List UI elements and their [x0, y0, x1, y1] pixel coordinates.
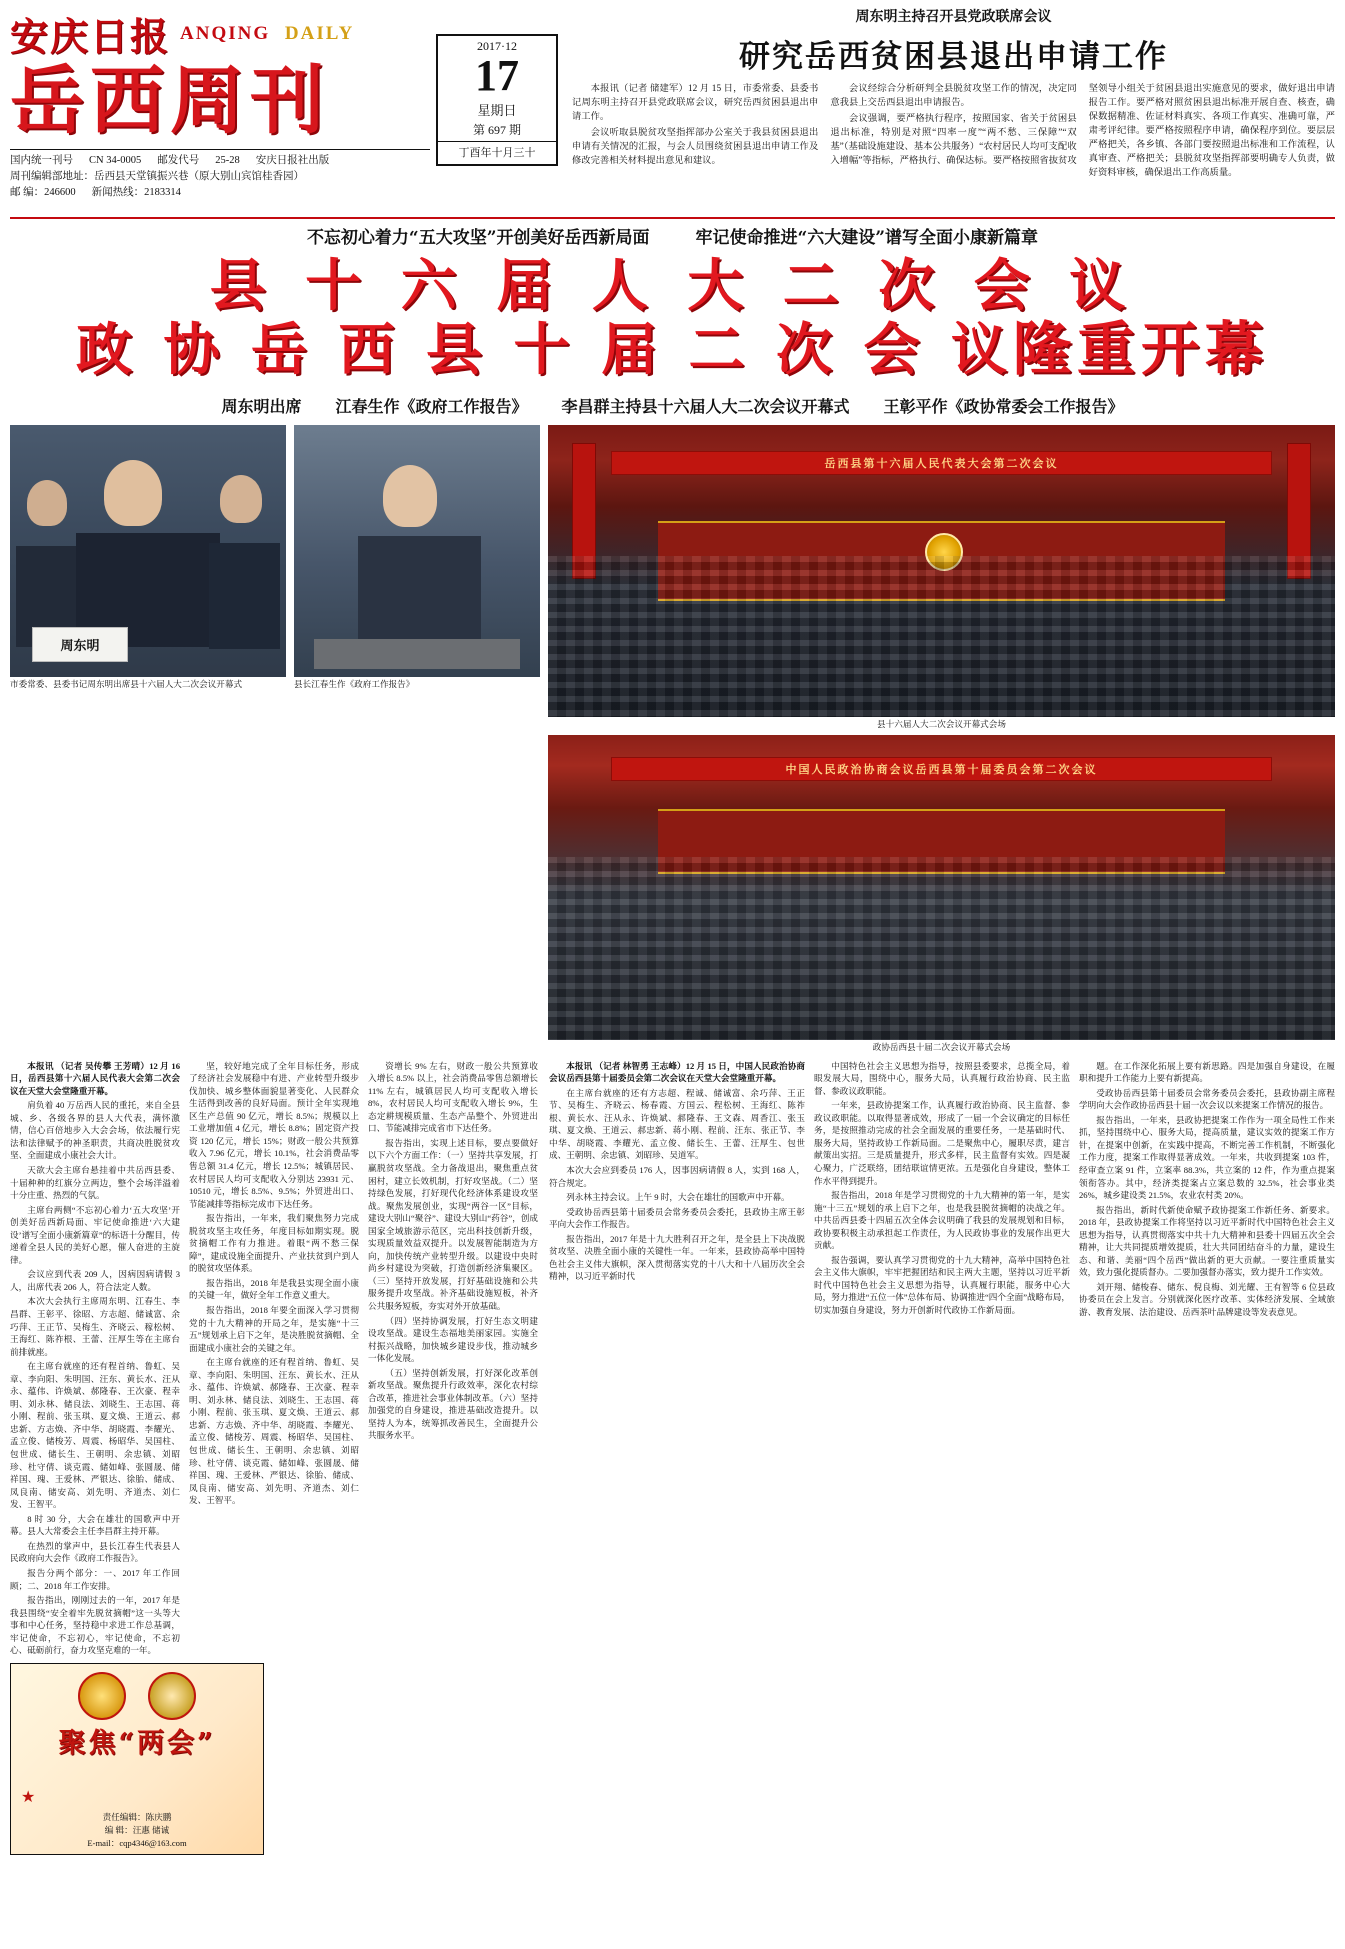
zip: 邮 编：246600: [10, 187, 76, 199]
paragraph: 刘开翔、储梭春、储东、倪良梅、刘光耀、王有智等 6 位县政协委员在会上发言。分别就深化医疗改革、实体经济发展、全域旅游、教育发展、法治建设、岳西茶叶品牌建设等发表意见。: [1079, 1281, 1335, 1318]
paragraph: 本次大会执行主席周东明、江春生、李昌群、王彰平、徐昭、方志超、储诚富、余巧萍、王正节、吴梅生、齐晓云、稼松树、王海红、陈祚根、王蕾、汪厚生等在主席台前排就座。: [10, 1296, 180, 1357]
subhead-1: 江春生作《政府工作报告》: [335, 397, 528, 416]
top-article-body: [572, 83, 1335, 181]
paragraph: 报告指出，2017 年是十九大胜利召开之年，是全县上下决战脱贫攻坚、决胜全面小康的关键性一年。一年来，县政协高举中国特色社会主义伟大旗帜，深入贯彻落实党的十八大和十八届历次全会精神，以习近平新时代: [549, 1233, 805, 1282]
cn-code: CN 34-0005: [89, 154, 142, 166]
paragraph: 列永林主持会议。上午 9 时，大会在雄壮的国歌声中开幕。: [566, 1192, 790, 1203]
paragraph: 主席台两侧“不忘初心着力‘五大攻坚’开创美好岳西新局面、牢记使命推进‘六大建设’谱写全面小康新篇章”的标语十分醒目，传递着全县人民的美好心愿，催人奋进的主旋律。: [10, 1204, 180, 1265]
paragraph: 资增长 9% 左右，财政一般公共预算收入增长 8.5% 以上，社会消费品零售总额增长 11% 左右，城镇居民人均可支配收入增长 8%，农村居民人均可支配收入增长 9%，生态定耕规模质量、生态产品整个、外贸进出口、节能减排完成省市下达任务。: [368, 1060, 538, 1134]
top-article-kicker: 周东明主持召开县党政联席会议: [855, 10, 1052, 25]
paper-name-en: [180, 23, 354, 45]
editor-line: 责任编辑：陈庆鹏: [102, 1812, 172, 1823]
name-plate: 周东明: [32, 627, 128, 662]
paragraph: 报告指出，刚刚过去的一年，2017 年是我县围绕“安全着牢先脱贫摘帽”这一头等大事和中心任务，坚持稳中求进工作总基调，牢记使命，不忘初心，牢记使命，不忘初心、砥砺前行，奋力攻坚克难的一年。: [10, 1595, 180, 1656]
right-text-columns: [549, 1060, 1335, 1855]
photo-jiangchunsheng: [294, 425, 540, 1053]
paragraph: 报告分两个部分：一、2017 年工作回顾；二、2018 年工作安排。: [10, 1567, 180, 1591]
left-photo-group: [10, 425, 540, 1053]
paragraph: 报告指出，实现上述目标，要点要做好以下六个方面工作：（一）坚持共享发展，打赢脱贫攻坚战。全力备战退出，聚焦重点贫困村，建立长效机制，打好攻坚战。（二）坚持绿色发展，打好现代化经济体系建设攻坚战。聚焦发展创业，实现“两谷一区”目标，建设大别山“聚谷”、建设大别山“药谷”，创成国家全域旅游示范区，完出科技创新升级，实现质量效益双提升。以发展智能制造为方向，加快传统产业转型升级。以建设中央时尚乡村建设为突破，打造创新经济集聚区。（三）坚持开放发展，打好基础设施和公共服务提升攻坚战。补齐基础设施短板，补齐公共服务短板，夯实对外开放基础。: [368, 1137, 538, 1312]
headline-line-1: 县 十 六 届 人 大 二 次 会 议: [209, 253, 1136, 319]
cppcc-emblem-icon: [148, 1672, 196, 1720]
issue-number: 第 697 期: [472, 123, 521, 137]
paragraph: 会议经综合分析研判全县脱贫攻坚工作的情况，决定同意我县上交岳西县退出申请报告。: [830, 84, 1077, 108]
byline: 本报讯 （记者 林智勇 王志峰）12 月 15 日，中国人民政治协商会议岳西县第十届委员会第二次会议在天堂大会堂隆重开幕。: [549, 1060, 805, 1084]
paragraph: 在主席台就座的还有程首纳、鲁虹、吴章、李向阳、朱明国、汪东、黄长水、汪从永、蕴伟、许焕斌、郝隆春、王次豪、程幸明、刘永林、储良法、刘晓生、王志国、蒋小刚、程前、张玉琪、夏文焕、王道云、郝忠新、方志焕、齐中华、胡晓霞、李耀光、孟立俊、储梭芳、周震、杨昭华、吴国柱、包世成、储长生、王朝明、余忠镇、刘昭珍、杜守倩、谈克霞、储如峰、张圆晟、储祥国、瑰、王爱林、严银达、徐胎、储成、凤良南、储安高、刘先明、齐道杰、刘仁发、王智平。: [189, 1357, 359, 1506]
publisher: 安庆日报社出版: [255, 154, 330, 166]
postal-label: 邮发代号: [157, 154, 200, 166]
star-icon: ★: [21, 1789, 36, 1807]
photo-caption: 县长江春生作《政府工作报告》: [294, 679, 415, 689]
cn-code-label: 国内统一刊号: [10, 154, 73, 166]
masthead-meta: [10, 149, 430, 202]
left-text-columns: [10, 1060, 540, 1855]
masthead: [10, 6, 1335, 211]
paper-name-en-1: ANQING: [180, 22, 271, 44]
subhead-2: 李昌群主持县十六届人大二次会议开幕式: [561, 397, 850, 416]
text-column-1: [10, 1060, 216, 1855]
photo-caption: 市委常委、县委书记周东明出席县十六届人大二次会议开幕式: [10, 679, 243, 689]
paragraph: 天欲大会主席台悬挂着中共岳西县委、十届种种的红旗分立两边，整个会场洋溢着十分庄重、热烈的气氛。: [10, 1165, 180, 1201]
paragraph: 本次大会应到委员 176 人，因事因病请假 8 人，实到 168 人，符合规定。: [549, 1165, 805, 1188]
headline-line-2: 政 协 岳 西 县 十 届 二 次 会 议: [76, 316, 1013, 383]
photo-image: [548, 735, 1335, 1040]
paragraph: 报告指出，2018 年是学习贯彻党的十九大精神的第一年，是实施“十三五”规划的承上启下之年，也是我县脱贫摘帽的决战之年。中共岳西县委十四届五次全体会议明确了我县的发展规划和目标，政协要积极主动承担起工作责任，为人民政协事业的发展作出更大贡献。: [814, 1190, 1070, 1251]
slogan-left: 不忘初心着力“五大攻坚”开创美好岳西新局面: [306, 228, 650, 248]
subhead-0: 周东明出席: [221, 397, 302, 416]
text-column-4: [549, 1060, 805, 1855]
date-box: [436, 34, 558, 166]
top-right-article: [572, 6, 1335, 181]
masthead-left: [10, 6, 430, 201]
photo-image: [548, 425, 1335, 717]
paragraph: 会议强调，要严格执行程序，按照国家、省关于贫困县退出标准，特别是对照“四率一度”“两不愁、三保障”“双基”（基础设施建设、基本公共服务）“农村居民人均可支配收入增幅”等指标，严格执行、确保达标。要严格按照省抜贫攻坚领导小组关于贫困县退出实施意见的要求，做好退出申请报告工作。要严格对照贫困县退出标准开展自查、核查，确保数据精准、佐证材料真实、各项工作真实、准确可靠，严肃考评纪律。要严格按照程序申请，确保程序到位。要层层严格把关，各乡镇、各部门要按照退出标准和工作流程，认真审查、严格把关；县脱贫攻坚指挥部要明确专人负责，做好资料审核，确保退出工作高质量。: [830, 84, 1335, 178]
photo-zhoudongming: [10, 425, 286, 1053]
supplement-title: 岳西周刊: [10, 58, 330, 144]
photo-row: [10, 425, 1335, 1053]
right-photo-group: [548, 425, 1335, 1053]
paragraph: 报告指出，一年来，我们聚焦努力完成脱贫攻坚主攻任务，年度目标如期实现。脱贫摘帽工作有力推进。着眼“两不愁三保障”，建成设施全面提升、产业扶贫到户到人的脱贫攻坚体系。: [189, 1213, 359, 1274]
masthead-nameplate: [10, 6, 430, 61]
paragraph: 受政协岳西县第十届委员会常务委员会委托，县政协副主席程学明向大会作政协岳西县十届一次会议以来提案工作情况的报告。: [1079, 1087, 1335, 1111]
paragraph: 中国特色社会主义思想为指导，按照县委要求，总揽全局，着眼发展大局，围绕中心，服务大局，认真履行政治协商、民主监督、参政议政职能。: [814, 1060, 1070, 1096]
paragraph: 在主席台就座的还有方志超、程诚、储诚富、余巧萍、王正节、吴梅生、齐晓云、杨春霞、方国云、程松树、王海红、陈祚根、黄长水、汪从永、许焕斌、郝隆春、王文森、周香江、张玉琪、夏文焕、王道云、郝忠新、蒋小刚、程前、汪东、张正节、李中华、胡晓霞、李耀光、孟立俊、储长生、王蕾、汪厚生、包世成、王朝明、余忠镇、刘昭珍、吴道军。: [549, 1087, 805, 1161]
photo-cppcc-hall: [548, 735, 1335, 1052]
postal-code: 25-28: [215, 154, 240, 166]
hall-banner-text: 中国人民政治协商会议岳西县第十届委员会第二次会议: [611, 757, 1272, 781]
paragraph: 报告指出，新时代新使命赋予政协提案工作新任务、新要求。2018 年，县政协提案工作将坚持以习近平新时代中国特色社会主义思想为指导，认真贯彻落实中共十九大精神和县委十四届五次全会精神，让大共同提质增效提质，壮大共同团结奋斗的力量，建设生态、和谐、美丽“四个岳西”做出新的更大贡献。一要注重质量实效，致力强化提质督办。二要加强督办落实，致力提升工作实效。: [1079, 1204, 1335, 1278]
main-headline: [10, 253, 1335, 384]
slogan-right: 牢记使命推进“六大建设”谱写全面小康新篇章: [695, 228, 1039, 248]
ad-title: 聚焦“两会”: [58, 1727, 216, 1759]
headline-line-2-wrap: [10, 314, 1335, 383]
hall-banner-text: 岳西县第十六届人民代表大会第二次会议: [611, 451, 1272, 475]
hotline: 新闻热线：2183314: [91, 187, 181, 199]
paragraph: 题。在工作深化拓展上要有新思路。四是加强自身建设，在履职和提升工作能力上要有新提高。: [1079, 1060, 1335, 1084]
editorial-address: 周刊编辑部地址：岳西县天堂镇振兴巷（原大别山宾馆桂香园）: [10, 170, 304, 182]
email-line: E-mail：cqp4346@163.com: [87, 1837, 187, 1848]
colophon: [11, 1811, 263, 1850]
paragraph: 8 时 30 分，大会在雄壮的国歌声中开幕。县人大常委会主任李昌群主持开幕。: [10, 1513, 180, 1537]
paragraph: 报告指出，一年来，县政协把提案工作作为一项全局性工作来抓，坚持围绕中心、服务大局，提高质量，建议实效的提案工作方针，在提案中创新，在实践中提高，不断完善工作机制，不断强化工作力度，提案工作取得显著成效。一年来，共收到提案 103 件，经审查立案 91 件，立案率 88.3%，共立案的 12 件，作为重点提案领衔答办。其中，经济类提案占立案总数的 32.5%，社会事业类 26%，城乡建设类 21.5%，农业农村类 20%。: [1079, 1114, 1335, 1201]
byline: 本报讯 （记者 吴传攀 王芳晴）12 月 16 日，岳西县第十六届人民代表大会第二次会议在天堂大会堂隆重开幕。: [10, 1060, 180, 1096]
paper-name-en-2: DAILY: [284, 22, 355, 44]
paragraph: （五）坚持创新发展，打好深化改革创新攻坚战。聚焦提升行政效率，深化农村综合改革，推进社会事业体制改革。（六）坚持加强党的自身建设，推进基础改造提升。以坚持人为本，统筹抓改善民生，全面提升公共服务水平。: [368, 1367, 538, 1441]
sub-headline-bar: [10, 394, 1335, 417]
paragraph: 在热烈的掌声中，县长江春生代表县人民政府向大会作《政府工作报告》。: [10, 1540, 180, 1564]
paragraph: 坚，较好地完成了全年目标任务，形成了经济社会发展稳中有进、产业转型升级步伐加快、城乡整体面貌显著变化、人民群众生活得到改善的良好局面。预计全年实现地区生产总值 90 亿元，增长 8.5%；规模以上工业增加值 4 亿元，增长 8.8%；固定资产投资 120 亿元，增长 15%；财政一般公共预算收入 7.96 亿元，增长 10.1%，社会消费品零售总额 31.4 亿元，增长 12.5%；城镇居民、农村居民人均可支配收入分别达 23931 元、10510 元，增长 8.5%、9.5%；外贸进出口、节能减排等指标完成市下达任务。: [189, 1060, 359, 1209]
national-emblem-icon: [78, 1672, 126, 1720]
masthead-divider: [10, 217, 1335, 219]
slogan-bar: [10, 223, 1335, 248]
text-column-3: [368, 1060, 538, 1855]
paragraph: （四）坚持协调发展，打好生态文明建设攻坚战。建设生态福地美丽家园。实施全村振兴战略，加快城乡建设步伐，推动城乡一体化发展。: [368, 1315, 538, 1364]
two-sessions-ad: [10, 1663, 264, 1855]
subhead-3: 王彰平作《政协常委会工作报告》: [883, 397, 1124, 416]
photo-image: [294, 425, 540, 677]
paragraph: 会议听取县脱贫攻坚指挥部办公室关于我县贫困县退出申请有关情况的汇报，与会人员围绕贫困县退出申请工作及修改完善相关材料提出意见和建议。: [572, 127, 819, 166]
paragraph: 报告指出，2018 年是我县实现全面小康的关键一年，做好全年工作意义重大。: [189, 1277, 359, 1301]
paragraph: 会议应到代表 209 人，因病因病请假 3 人，出席代表 206 人，符合法定人数。: [10, 1269, 180, 1292]
paragraph: 报告指出，2018 年要全面深入学习贯彻党的十九大精神的开局之年，是实施“十三五”规划承上启下之年，是决胜脱贫摘帽、全面建成小康社会的关键之年。: [189, 1305, 359, 1353]
paragraph: 报告强调，要认真学习贯彻党的十九大精神，高举中国特色社会主义伟大旗帜，牢牢把握团结和民主两大主题，坚持以习近平新时代中国特色社会主义思想为指导，认真履行职能，服务中心大局，努力推进“五位一体”总体布局、协调推进“四个全面”战略布局，切实加强自身建设，努力开创新时代政协工作新局面。: [814, 1254, 1070, 1316]
typesetter-line: 编 辑：汪惠 储诚: [104, 1825, 170, 1835]
photo-npc-hall: [548, 425, 1335, 729]
lunar-date: 丁酉年十月三十: [438, 141, 556, 160]
headline-line-2-tail: 隆重开幕: [1012, 314, 1269, 383]
top-article-title: 研究岳西贫困县退出申请工作: [739, 39, 1168, 75]
paragraph: 一年来，县政协提案工作，认真履行政治协商、民主监督、参政议政职能。以取得显著成效，形成了一届一个会议确定的目标任务，是按照推动完成的社会全面发展的重要任务，一是基础时代、服务大局，坚持政协工作新局面。二是聚焦中心，履职尽责，建言献策出实招。三是质量提升，形式多样，民主监督有实效。四是凝心聚力，广泛联络，团结联谊情更浓。五是强化自身建设，整体工作水平得到提升。: [814, 1100, 1070, 1186]
text-column-5: [814, 1060, 1070, 1855]
paragraph: 本报讯（记者 储建军）12 月 15 日，市委常委、县委书记周东明主持召开县党政联席会议，研究岳西贫困县退出申请工作。: [572, 84, 819, 122]
paragraph: 肩负着 40 万岳西人民的重托，来自全县城、乡、各级各界的县人大代表，满怀激情，信心百倍地步入大会会场，依法履行宪法和法律赋予的神圣职责，共商决胜脱贫攻坚、全面建成小康社会大计。: [10, 1100, 180, 1161]
paragraph: 在主席台就座的还有程首纳、鲁虹、吴章、李向阳、朱明国、汪东、黄长水、汪从永、蕴伟、许焕斌、郝隆春、王次豪、程幸明、刘永林、储良法、刘晓生、王志国、蒋小刚、程前、张玉琪、夏文焕、王道云、郝忠新、方志焕、齐中华、胡晓霞、李耀光、孟立俊、储梭芳、周震、杨昭华、吴国柱、包世成、储长生、王朝明、余忠镇、刘昭珍、杜守倩、谈克霞、储如峰、张圆晟、储祥国、瑰、王爱林、严银达、徐胎、储成、凤良南、储安高、刘先明、齐道杰、刘仁发、王智平。: [10, 1361, 180, 1510]
date-weekday: 星期日: [477, 103, 517, 118]
photo-image: [10, 425, 286, 677]
ad-emblems: [11, 1672, 263, 1720]
photo-caption: 县十六届人大二次会议开幕式会场: [877, 719, 1006, 729]
main-text-area: [10, 1060, 1335, 1855]
paper-name-cn: 安庆日报: [10, 14, 171, 59]
date-day: 17: [475, 51, 519, 100]
paragraph: 受政协岳西县第十届委员会常务委员会委托，县政协主席王彰平向大会作工作报告。: [549, 1206, 805, 1230]
photo-caption: 政协岳西县十届二次会议开幕式会场: [872, 1042, 1011, 1053]
text-column-6: [1079, 1060, 1335, 1855]
date-line: 2017·12: [477, 39, 517, 53]
